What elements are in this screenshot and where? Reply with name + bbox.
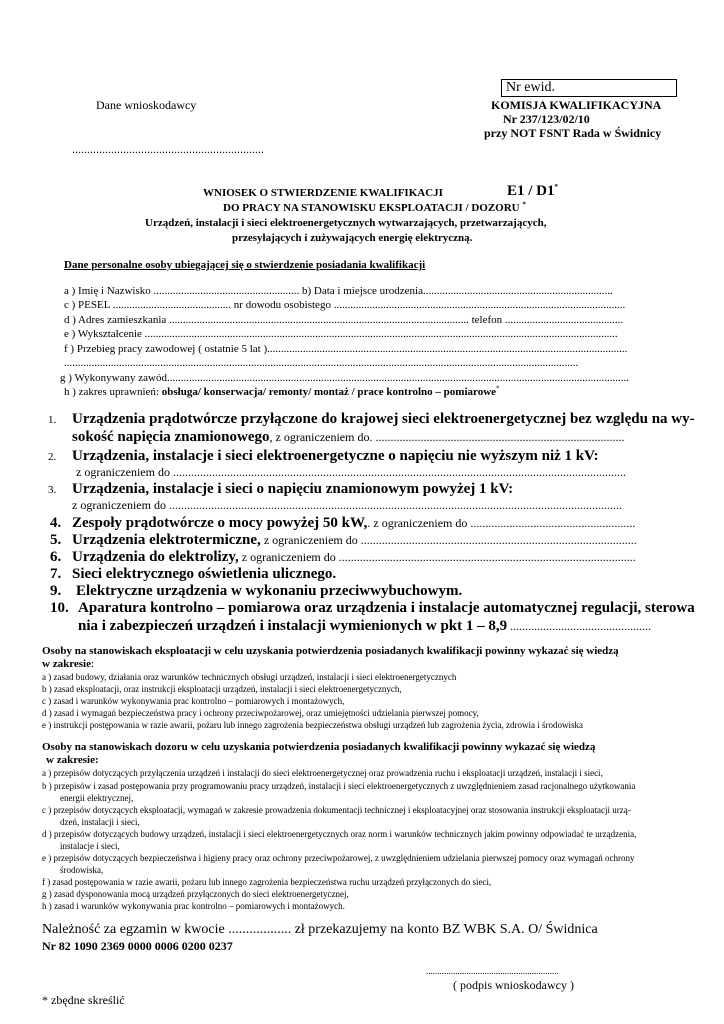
- title-line-4: przesyłających i zużywających energię elektryczną.: [232, 232, 473, 244]
- item-10-cont[interactable]: [78, 617, 651, 635]
- field-work-history[interactable]: f ) Przebieg pracy zawodowej ( ostatnie 5 lat )...................................................................................................................................: [64, 343, 628, 355]
- field-pesel-id[interactable]: c ) PESEL ........................................... nr dowodu osobistego ..........................................................................................................: [64, 299, 626, 311]
- commission-number: Nr 237/123/02/10: [503, 112, 590, 126]
- item-limit: , z ograniczeniem do. ...................................................................................: [269, 430, 625, 444]
- eksploatacja-point: b ) zasad eksploatacji, oraz instrukcji eksploatacji urządzeń, instalacji i sieci elektroenergetycznych,: [42, 684, 402, 694]
- item-title: Urządzenia prądotwórcze przyłączone do krajowej sieci elektroenergetycznej bez względu na wy-: [72, 411, 695, 427]
- dozor-point-cont: energii elektrycznej,: [60, 793, 134, 803]
- dozor-point-cont: dzeń, instalacji i sieci,: [60, 817, 140, 827]
- dozor-point: c ) przepisów dotyczących eksploatacji, wymagań w zakresie prowadzenia dokumentacji technicznej i eksploatacyjnej oraz stosowania instrukcji eksploatacji urzą-: [42, 805, 631, 815]
- title-line-1: WNIOSEK O STWIERDZENIE KWALIFIKACJI: [203, 187, 443, 199]
- payment-line[interactable]: Należność za egzamin w kwocie .................. zł przekazujemy na konto BZ WBK S.A. O/ Świdnica: [42, 922, 598, 937]
- item-title-cont: nia i zabezpieczeń urządzeń i instalacji wymienionych w pkt 1 – 8,9: [78, 618, 508, 634]
- personal-data-heading: Dane personalne osoby ubiegającej się o stwierdzenie posiadania kwalifikacji: [64, 259, 426, 271]
- title-line-3: Urządzeń, instalacji i sieci elektroenergetycznych wytwarzających, przetwarzających,: [145, 217, 547, 229]
- item-4[interactable]: [50, 514, 635, 532]
- dozor-point-cont: instalacje i sieci,: [60, 841, 120, 851]
- item-title: Sieci elektrycznego oświetlenia ulicznego.: [72, 566, 337, 582]
- applicant-data-label: Dane wnioskodawcy: [96, 98, 197, 112]
- item-number: 1.: [48, 414, 57, 426]
- title-line-2-star: *: [522, 200, 526, 209]
- title-line-2: [223, 202, 526, 214]
- form-code-star: *: [554, 183, 559, 191]
- dozor-point-cont: środowiska,: [60, 865, 104, 875]
- commission-name: KOMISJA KWALIFIKACYJNA: [491, 98, 662, 112]
- form-code-text: E1 / D1: [507, 183, 555, 199]
- eksploatacja-heading: Osoby na stanowiskach eksploatacji w celu uzyskania potwierdzenia posiadanych kwalifikacji powinny wykazać się wiedzą: [42, 645, 619, 657]
- footnote: * zbędne skreślić: [42, 993, 125, 1007]
- item-number: 3.: [48, 484, 57, 496]
- dozor-point: f ) zasad postępowania w razie awarii, pożaru lub innego zagrożenia bezpieczeństwa ruchu urządzeń przyłączonych do sieci,: [42, 877, 492, 887]
- field-scope-star: *: [496, 384, 500, 393]
- field-work-history-cont[interactable]: ...........................................................................................................................................................................................: [64, 357, 579, 369]
- eksploatacja-heading-2: [42, 658, 94, 670]
- item-number: 5.: [50, 532, 62, 548]
- eksploatacja-point: d ) zasad i wymagań bezpieczeństwa pracy i ochrony przeciwpożarowej, oraz umiejętności udzielania pierwszej pomocy,: [42, 708, 479, 718]
- item-1[interactable]: [48, 410, 695, 428]
- commission-location: przy NOT FSNT Rada w Świdnicy: [484, 126, 662, 140]
- nr-ewid-field[interactable]: Nr ewid.: [501, 79, 677, 97]
- item-title: Urządzenia do elektrolizy,: [72, 549, 239, 565]
- item-title: Aparatura kontrolno – pomiarowa oraz urządzenia i instalacje automatycznej regulacji, sterowa: [78, 600, 695, 616]
- item-limit: ...............................................: [507, 619, 652, 633]
- item-title: Urządzenia, instalacje i sieci elektroenergetyczne o napięciu nie wyższym niż 1 kV:: [72, 448, 599, 464]
- dozor-point: h ) zasad i warunków wykonywania prac kontrolno – pomiarowych i montażowych.: [42, 901, 345, 911]
- field-scope[interactable]: [64, 386, 500, 398]
- field-scope-label: h ) zakres uprawnień:: [64, 386, 162, 398]
- eksploatacja-heading-2-text: w zakresie: [42, 658, 91, 670]
- item-title: Urządzenia elektrotermiczne,: [72, 532, 261, 548]
- item-1-cont[interactable]: [72, 428, 624, 446]
- item-10[interactable]: [50, 599, 695, 617]
- item-title-cont: sokość napięcia znamionowego: [72, 429, 270, 445]
- field-scope-options: obsługa/ konserwacja/ remonty/ montaż / prace kontrolno – pomiarowe: [161, 386, 497, 398]
- payment-account: Nr 82 1090 2369 0000 0006 0200 0237: [42, 939, 233, 953]
- eksploatacja-heading-2-colon: :: [90, 658, 95, 670]
- item-2[interactable]: [48, 447, 599, 465]
- dozor-point: g ) zasad dysponowania mocą urządzeń przyłączonych do sieci elektroenergetycznej,: [42, 889, 349, 899]
- eksploatacja-point: e ) instrukcji postępowania w razie awarii, pożaru lub innego zagrożenia bezpieczeństwa obsługi urządzeń lub zagrożenia życia, zdrowia i środowiska: [42, 720, 584, 730]
- item-3[interactable]: [48, 480, 513, 498]
- item-number: 4.: [50, 515, 62, 531]
- dozor-point: e ) przepisów dotyczących bezpieczeństwa i higieny pracy oraz ochrony przeciwpożarowej, z uwzględnieniem udzielania pierwszej pomocy oraz wymagań ochrony: [42, 853, 635, 863]
- dozor-heading-2: w zakresie:: [46, 754, 99, 766]
- eksploatacja-point: c ) zasad i warunków wykonywania prac kontrolno – pomiarowych i montażowych,: [42, 696, 345, 706]
- item-3-limit[interactable]: z ograniczeniem do .......................................................................................................................................................: [72, 498, 622, 512]
- item-limit: z ograniczeniem do ...................................................................................................: [238, 550, 636, 564]
- item-number: 6.: [50, 549, 62, 565]
- signature-line[interactable]: ...........................................................: [426, 966, 559, 976]
- item-number: 10.: [50, 600, 69, 616]
- item-number: 9.: [50, 583, 62, 599]
- field-occupation[interactable]: g ) Wykonywany zawód........................................................................................................................................................................: [60, 372, 629, 384]
- field-education[interactable]: e ) Wykształcenie ............................................................................................................................................................................: [64, 328, 618, 340]
- item-limit: z ograniczeniem do ............................................................................................: [260, 533, 637, 547]
- field-name-birth[interactable]: a ) Imię i Nazwisko ..................................................... b) Data i miejsce urodzenia.....................................................................: [64, 285, 613, 297]
- item-title: Urządzenia, instalacje i sieci o napięciu znamionowym powyżej 1 kV:: [72, 481, 514, 497]
- item-7[interactable]: [50, 565, 336, 583]
- dozor-heading: Osoby na stanowiskach dozoru w celu uzyskania potwierdzenia posiadanych kwalifikacji powinny wykazać się wiedzą: [42, 741, 596, 753]
- item-2-limit[interactable]: z ograniczeniem do .......................................................................................................................................................: [76, 465, 626, 479]
- title-line-2-text: DO PRACY NA STANOWISKU EKSPLOATACJI / DOZORU: [223, 202, 520, 214]
- form-code: [507, 183, 558, 200]
- signature-label: ( podpis wnioskodawcy ): [453, 978, 574, 992]
- item-number: 2.: [48, 451, 57, 463]
- eksploatacja-point: a ) zasad budowy, działania oraz warunków technicznych obsługi urządzeń, instalacji i sieci elektroenergetycznych: [42, 672, 457, 682]
- item-9[interactable]: [50, 582, 462, 600]
- item-6[interactable]: [50, 548, 636, 566]
- field-address-phone[interactable]: d ) Adres zamieszkania ............................................................................................................. telefon ...........................................: [64, 314, 624, 326]
- applicant-data-dots[interactable]: ................................................................: [72, 142, 264, 156]
- dozor-point: b ) przepisów i zasad postępowania przy programowaniu pracy urządzeń, instalacji i sieci elektroenergetycznych z uwzględnieniem zasad racjonalnego użytkowania: [42, 781, 636, 791]
- dozor-point: a ) przepisów dotyczących przyłączenia urządzeń i instalacji do sieci elektroenergetycznej oraz prowadzenia ruchu i eksploatacji urządzeń, instalacji i sieci,: [42, 768, 603, 778]
- dozor-point: d ) przepisów dotyczących budowy urządzeń, instalacji i sieci elektroenergetycznych oraz norm i warunków technicznych jakim powinny odpowiadać te urządzenia,: [42, 829, 637, 839]
- item-title: Elektryczne urządzenia w wykonaniu przeciwwybuchowym.: [76, 583, 463, 599]
- item-number: 7.: [50, 566, 62, 582]
- item-limit: . z ograniczeniem do .......................................................: [367, 516, 636, 530]
- item-5[interactable]: [50, 531, 637, 549]
- item-title: Zespoły prądotwórcze o mocy powyżej 50 kW,: [72, 515, 368, 531]
